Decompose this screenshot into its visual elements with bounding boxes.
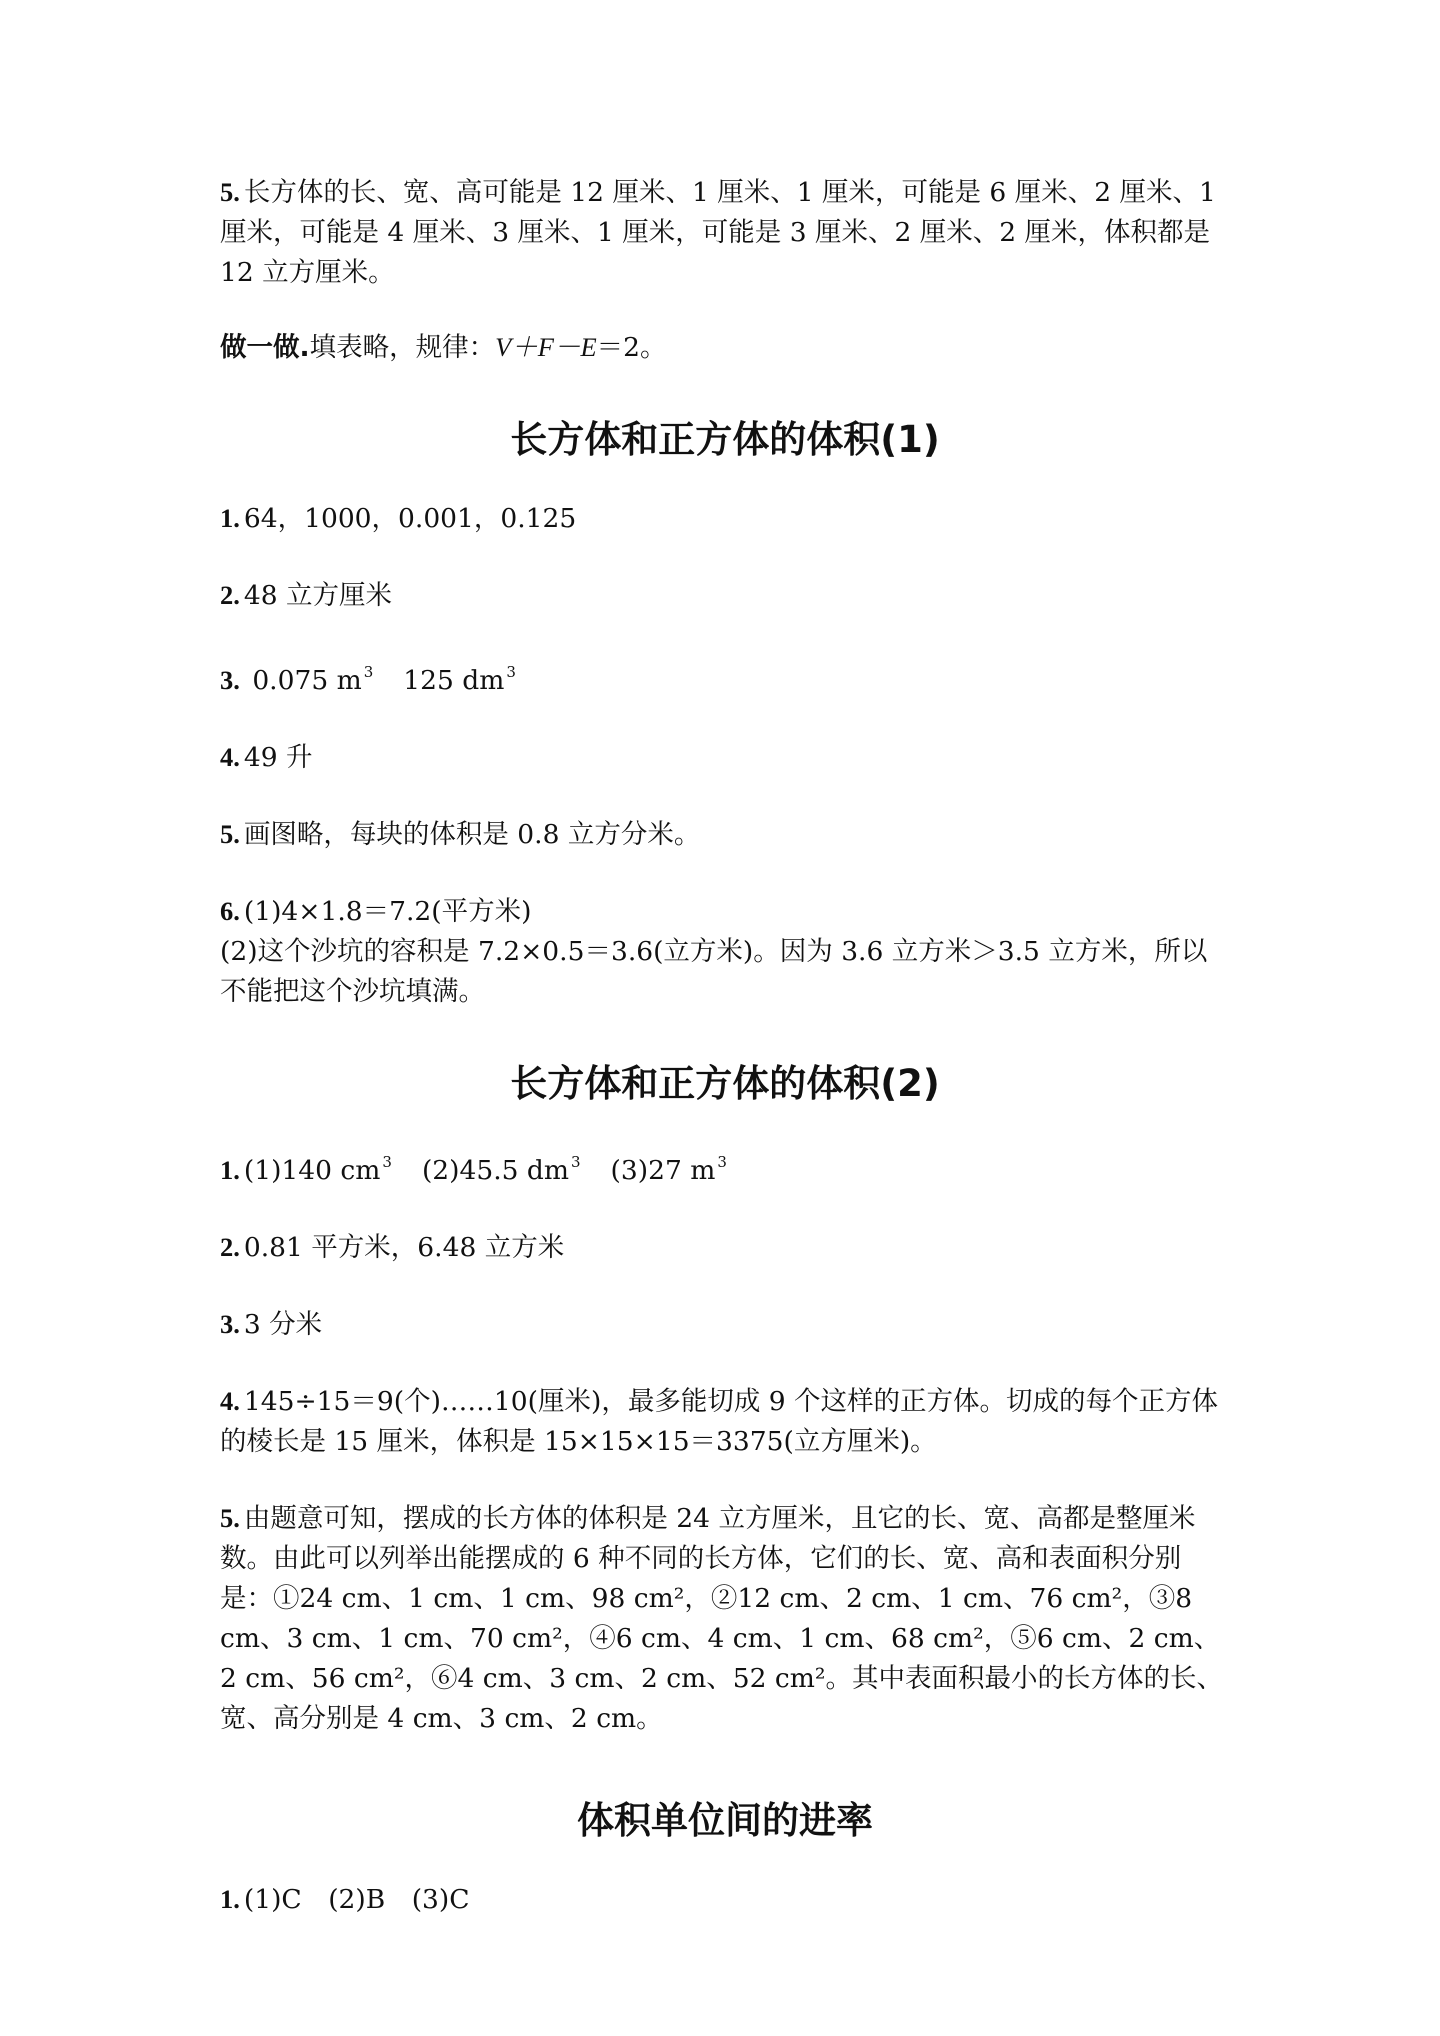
answer-text: 64，1000，0.001，0.125 xyxy=(243,503,577,534)
answer-number: 3. xyxy=(220,1309,240,1339)
answer-3 xyxy=(220,652,1230,701)
activity-result: ＝2。 xyxy=(596,332,667,363)
answer-6 xyxy=(220,891,1230,1012)
answer-line-2: (2)这个沙坑的容积是 7.2×0.5＝3.6(立方米)。因为 3.6 立方米＞3.5 立方米，所以不能把这个沙坑填满。 xyxy=(220,936,1208,1007)
answer-3 xyxy=(220,1304,1230,1345)
answer-text: 0.81 平方米，6.48 立方米 xyxy=(243,1232,565,1263)
answer-number: 1. xyxy=(220,1884,240,1914)
answer-text: 画图略，每块的体积是 0.8 立方分米。 xyxy=(243,819,701,850)
answer-2 xyxy=(220,1227,1230,1268)
exponent: 3 xyxy=(382,1153,392,1171)
answer-number: 4. xyxy=(220,1386,240,1416)
answer-number: 2. xyxy=(220,1232,240,1262)
answer-text: 145÷15＝9(个)……10(厘米)，最多能切成 9 个这样的正方体。切成的每个正方体的棱长是 15 厘米，体积是 15×15×15＝3375(立方厘米)。 xyxy=(220,1386,1219,1457)
answer-number: 4. xyxy=(220,742,240,772)
activity-text: 填表略，规律： xyxy=(309,332,496,363)
euler-formula: V＋F－E xyxy=(495,332,597,362)
exponent: 3 xyxy=(506,663,516,681)
answer-text: 3 分米 xyxy=(243,1309,323,1340)
activity-answer xyxy=(220,327,1230,368)
exponent: 3 xyxy=(363,663,374,681)
exponent: 3 xyxy=(571,1153,581,1171)
exponent: 3 xyxy=(717,1153,727,1171)
answer-4 xyxy=(220,1381,1230,1462)
answer-number: 5. xyxy=(220,819,240,849)
answer-text: 49 升 xyxy=(243,742,313,773)
answer-number: 1. xyxy=(220,503,240,533)
answer-line-1: (1)4×1.8＝7.2(平方米) xyxy=(243,896,532,927)
answer-part-a: 0.075 m xyxy=(252,665,362,696)
answer-1 xyxy=(220,498,1230,539)
answer-part-b: (2)45.5 dm xyxy=(421,1155,569,1186)
answer-4 xyxy=(220,737,1230,778)
section-title-volume-units: 体积单位间的进率 xyxy=(577,1799,873,1842)
answer-number: 3. xyxy=(220,665,240,695)
answer-text: (1)C (2)B (3)C xyxy=(243,1884,470,1915)
answer-5 xyxy=(220,1498,1230,1739)
answer-number: 2. xyxy=(220,580,240,610)
answer-5 xyxy=(220,172,1230,293)
activity-lead: 做一做. xyxy=(220,332,310,363)
answer-2 xyxy=(220,575,1230,616)
section-title-volume-1: 长方体和正方体的体积(1) xyxy=(510,418,940,461)
answer-number: 5. xyxy=(220,177,240,207)
answer-number: 5. xyxy=(220,1503,240,1533)
answer-number: 1. xyxy=(220,1155,240,1185)
answer-text: 长方体的长、宽、高可能是 12 厘米、1 厘米、1 厘米，可能是 6 厘米、2 厘米、1 厘米，可能是 4 厘米、3 厘米、1 厘米，可能是 3 厘米、2 厘米、2 厘米，体积都是 12 立方厘米。 xyxy=(220,177,1216,288)
answer-part-c: (3)27 m xyxy=(610,1155,716,1186)
answer-5 xyxy=(220,814,1230,855)
answer-part-b: 125 dm xyxy=(403,665,505,696)
answer-page xyxy=(220,172,1230,1920)
section-title-volume-2: 长方体和正方体的体积(2) xyxy=(510,1062,940,1105)
answer-number: 6. xyxy=(220,896,240,926)
answer-1 xyxy=(220,1142,1230,1191)
answer-1 xyxy=(220,1879,1230,1920)
answer-text: 48 立方厘米 xyxy=(243,580,393,611)
answer-part-a: (1)140 cm xyxy=(243,1155,381,1186)
answer-text: 由题意可知，摆成的长方体的体积是 24 立方厘米，且它的长、宽、高都是整厘米数。由此可以列举出能摆成的 6 种不同的长方体，它们的长、宽、高和表面积分别是：①24 cm、1 cm、1 cm、98 cm²，②12 cm、2 cm、1 cm、76 cm²，③8 cm、3 cm、1 cm、70 cm²，④6 cm、4 cm、1 cm、68 cm²，⑤6 cm、2 cm、2 cm、56 cm²，⑥4 cm、3 cm、2 cm、52 cm²。其中表面积最小的长方体的长、宽、高分别是 4 cm、3 cm、2 cm。 xyxy=(220,1503,1223,1734)
